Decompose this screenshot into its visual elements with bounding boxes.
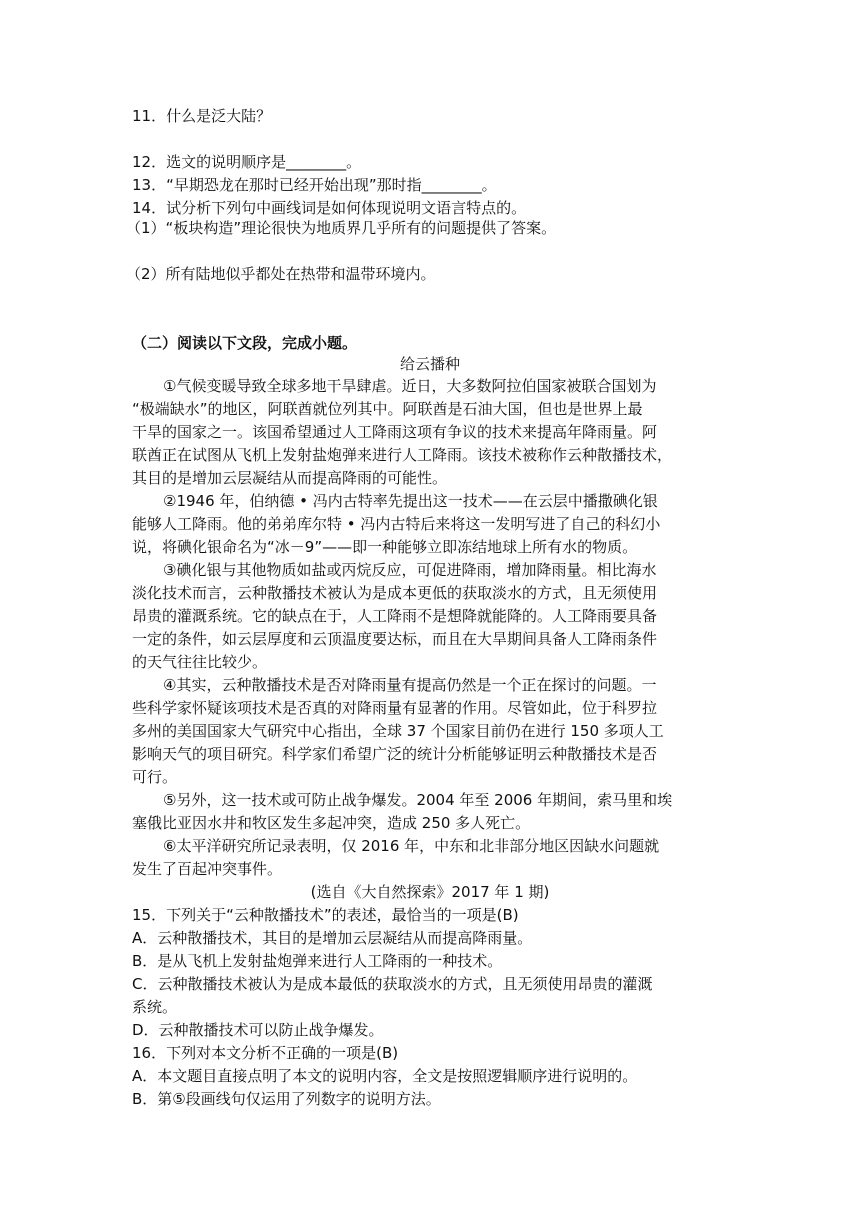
option-b: B．是从飞机上发射盐炮弹来进行人工降雨的一种技术。 (132, 952, 503, 970)
paragraph-line: ④其实，云种散播技术是否对降雨量有提高仍然是一个正在探讨的问题。一 (163, 676, 657, 694)
paragraph-line: 的天气往往比较少。 (132, 653, 268, 671)
paragraph-line: 塞俄比亚因水井和牧区发生多起冲突，造成 250 多人死亡。 (132, 814, 531, 832)
option-a: A．本文题目直接点明了本文的说明内容，全文是按照逻辑顺序进行说明的。 (132, 1067, 638, 1085)
article-title: 给云播种 (399, 355, 460, 373)
option-d: D．云种散播技术可以防止战争爆发。 (132, 1021, 384, 1039)
question-11: 11．什么是泛大陆？ (132, 107, 272, 125)
section-heading: （二）阅读以下文段，完成小题。 (132, 334, 358, 352)
question-14: 14．试分析下列句中画线词是如何体现说明文语言特点的。 (132, 199, 527, 217)
paragraph-line: 一定的条件，如云层厚度和云顶温度要达标，而且在大旱期间具备人工降雨条件 (132, 630, 658, 648)
paragraph-line: 些科学家怀疑该项技术是否真的对降雨量有显著的作用。尽管如此，位于科罗拉 (132, 699, 658, 717)
paragraph-line: 淡化技术而言，云种散播技术被认为是成本更低的获取淡水的方式，且无须使用 (132, 584, 658, 602)
question-14-2: （2）所有陆地似乎都处在热带和温带环境内。 (126, 265, 436, 283)
paragraph-line: ②1946 年，伯纳德 • 冯内古特率先提出这一技术——在云层中播撒碘化银 (163, 492, 658, 510)
paragraph-line: 多州的美国国家大气研究中心指出，全球 37 个国家目前仍在进行 150 多项人工 (132, 722, 664, 740)
paragraph-line: ⑥太平洋研究所记录表明，仅 2016 年，中东和北非部分地区因缺水问题就 (163, 837, 660, 855)
paragraph-line: 其目的是增加云层凝结从而提高降雨的可能性。 (132, 469, 448, 487)
option-c-continued: 系统。 (132, 998, 178, 1016)
paragraph-line: 说，将碘化银命名为“冰－9”——即一种能够立即冻结地球上所有水的物质。 (132, 538, 638, 556)
paragraph-line: 发生了百起冲突事件。 (132, 860, 283, 878)
paragraph-line: ⑤另外，这一技术或可防止战争爆发。2004 年至 2006 年期间，索马里和埃 (163, 791, 673, 809)
question-16: 16．下列对本文分析不正确的一项是(B) (132, 1044, 399, 1062)
paragraph-line: 昂贵的灌溉系统。它的缺点在于，人工降雨不是想降就能降的。人工降雨要具备 (132, 607, 658, 625)
paragraph-line: 联酋正在试图从飞机上发射盐炮弹来进行人工降雨。该技术被称作云种散播技术， (132, 446, 673, 464)
option-c: C．云种散播技术被认为是成本最低的获取淡水的方式，且无须使用昂贵的灌溉 (132, 975, 653, 993)
paragraph-line: 可行。 (132, 768, 178, 786)
question-12: 12．选文的说明顺序是________。 (132, 153, 362, 171)
question-15: 15．下列关于“云种散播技术”的表述，最恰当的一项是(B) (132, 906, 519, 924)
paragraph-line: ③碘化银与其他物质如盐或丙烷反应，可促进降雨，增加降雨量。相比海水 (163, 561, 657, 579)
paragraph-line: 干旱的国家之一。该国希望通过人工降雨这项有争议的技术来提高年降雨量。阿 (132, 423, 658, 441)
paragraph-line: “极端缺水”的地区，阿联酋就位列其中。阿联酋是石油大国，但也是世界上最 (132, 400, 643, 418)
question-14-1: （1）“板块构造”理论很快为地质界几乎所有的问题提供了答案。 (126, 219, 557, 237)
paragraph-line: ①气候变暖导致全球多地干旱肆虐。近日，大多数阿拉伯国家被联合国划为 (163, 377, 657, 395)
option-b: B．第⑤段画线句仅运用了列数字的说明方法。 (132, 1090, 441, 1108)
paragraph-line: 影响天气的项目研究。科学家们希望广泛的统计分析能够证明云种散播技术是否 (132, 745, 658, 763)
option-a: A．云种散播技术，其目的是增加云层凝结从而提高降雨量。 (132, 929, 533, 947)
question-13: 13．“早期恐龙在那时已经开始出现”那时指________。 (132, 176, 497, 194)
paragraph-line: 能够人工降雨。他的弟弟库尔特 • 冯内古特后来将这一发明写进了自己的科幻小 (132, 515, 661, 533)
article-source: (选自《大自然探索》2017 年 1 期) (310, 883, 550, 901)
